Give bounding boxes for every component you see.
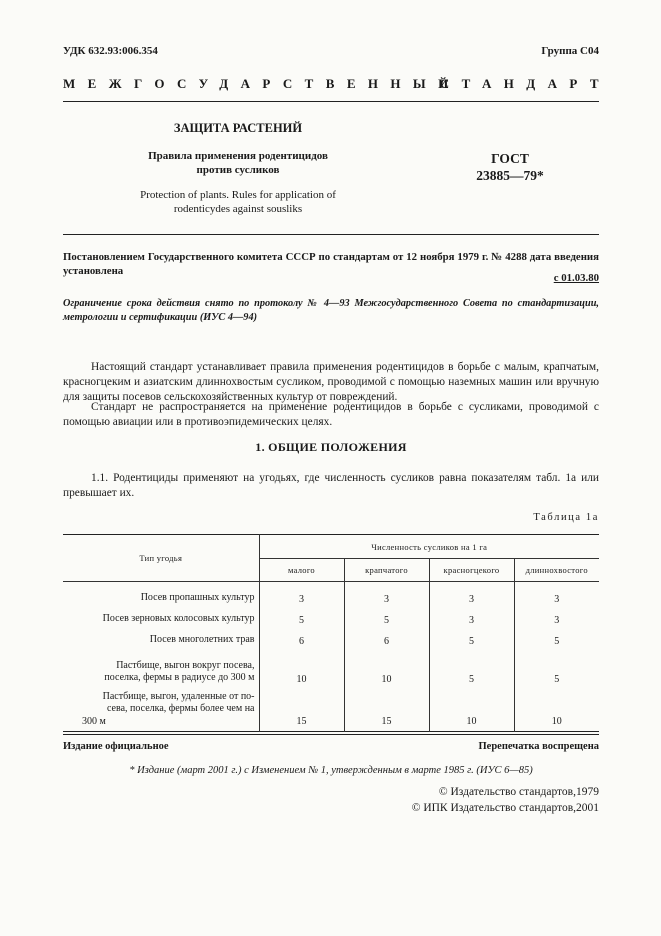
table-row (63, 606, 599, 627)
footer-rule (63, 734, 599, 735)
row-label: Посев многолетних трав (149, 634, 255, 645)
cell: 15 (344, 686, 429, 732)
cell: 15 (259, 686, 344, 732)
cell: 10 (259, 648, 344, 686)
decree-text: Постановлением Государственного комитета СССР по стандартам от 12 ноября 1979 г. № 4288 дата введения установлена (63, 251, 599, 277)
row-label (63, 686, 259, 732)
cell: 10 (514, 686, 599, 732)
col-header-small: малого (259, 559, 344, 582)
cell: 10 (429, 686, 514, 732)
cell: 3 (514, 582, 599, 606)
row-label-line: поселка, фермы в радиусе до 300 м (104, 672, 255, 683)
copyright-2001: © ИПК Издательство стандартов,2001 (411, 802, 599, 814)
col-header-group: Численность сусликов на 1 га (259, 535, 599, 559)
table-caption: Таблица 1а (533, 512, 599, 523)
row-label-line: Пастбище, выгон вокруг посева, (116, 659, 255, 671)
table-row (63, 627, 599, 648)
row-label-line: Пастбище, выгон, удаленные от по- (102, 690, 255, 702)
udk-code: УДК 632.93:006.354 (63, 45, 158, 57)
document-subtitle (128, 149, 348, 177)
group-code: Группа С04 (541, 45, 599, 57)
intro-paragraph-1: Настоящий стандарт устанавливает правила применения родентицидов в борьбе с малым, крапчатым, красногцеким и азиатским длиннохвостым сусликом, проводимой с помощью наземных машин или вручную для защиты посевов сельскохозяйственных культур от повреждений. (63, 361, 599, 403)
gost-number: 23885—79* (476, 168, 544, 183)
banner-word-interstate: МЕЖГОСУДАРСТВЕННЫЙ (63, 76, 461, 91)
col-header-spotted: крапчатого (344, 559, 429, 582)
english-title-line: rodenticydes against sousliks (173, 203, 303, 215)
cell: 10 (344, 648, 429, 686)
cell: 5 (429, 627, 514, 648)
cell: 5 (429, 648, 514, 686)
decree-date: с 01.03.80 (553, 272, 599, 284)
copyright-1979: © Издательство стандартов,1979 (438, 786, 599, 798)
row-label: Посев зерновых колосовых культур (102, 613, 255, 624)
row-label: Посев пропашных культур (140, 592, 255, 603)
table-row (63, 648, 599, 686)
title-rule (63, 234, 599, 235)
col-header-type: Тип угодья (63, 535, 259, 582)
cell: 5 (344, 606, 429, 627)
cell: 3 (429, 582, 514, 606)
row-label-line: 300 м (82, 715, 106, 727)
cell: 3 (429, 606, 514, 627)
banner-rule (63, 101, 599, 102)
document-title: ЗАЩИТА РАСТЕНИЙ (173, 121, 303, 135)
cell: 5 (514, 627, 599, 648)
col-header-long-tailed: длиннохвостого (514, 559, 599, 582)
table-row (63, 582, 599, 606)
rodent-density-table (63, 534, 599, 732)
cell: 6 (259, 627, 344, 648)
gost-label: ГОСТ (491, 151, 529, 166)
intro-paragraph-2: Стандарт не распространяется на применение родентицидов в борьбе с сусликами, проводимой с помощью авиации или в противоэпидемических целях. (63, 401, 599, 428)
edition-note: * Издание (март 2001 г.) с Изменением № 1, утвержденным в марте 1985 г. (ИУС 6—85) (129, 765, 533, 776)
cell: 3 (344, 582, 429, 606)
table-row (63, 686, 599, 732)
section-paragraph-1-1: 1.1. Родентициды применяют на угодьях, где численность сусликов равна показателям табл. 1а или превышает их. (63, 472, 599, 499)
subtitle-line: против сусликов (196, 164, 280, 176)
banner-word-standard: СТАНДАРТ (439, 76, 611, 91)
limit-text: Ограничение срока действия снято по протоколу № 4—93 Межгосударственного Совета по стандартизации, метрологии и сертификации (ИУС 4—94) (63, 298, 599, 323)
cell: 6 (344, 627, 429, 648)
subtitle-line: Правила применения родентицидов (148, 150, 328, 162)
row-label (63, 648, 259, 686)
reprint-notice: Перепечатка воспрещена (478, 741, 599, 752)
cell: 5 (259, 606, 344, 627)
cell: 5 (514, 648, 599, 686)
english-title (118, 188, 358, 216)
official-edition: Издание официальное (63, 741, 169, 752)
english-title-line: Protection of plants. Rules for application of (140, 189, 336, 201)
row-label-line: сева, поселка, фермы более чем на (107, 703, 255, 714)
cell: 3 (514, 606, 599, 627)
col-header-red-cheeked: красногцекого (429, 559, 514, 582)
gost-designation (470, 150, 550, 184)
cell: 3 (259, 582, 344, 606)
section-heading: 1. ОБЩИЕ ПОЛОЖЕНИЯ (255, 440, 407, 454)
